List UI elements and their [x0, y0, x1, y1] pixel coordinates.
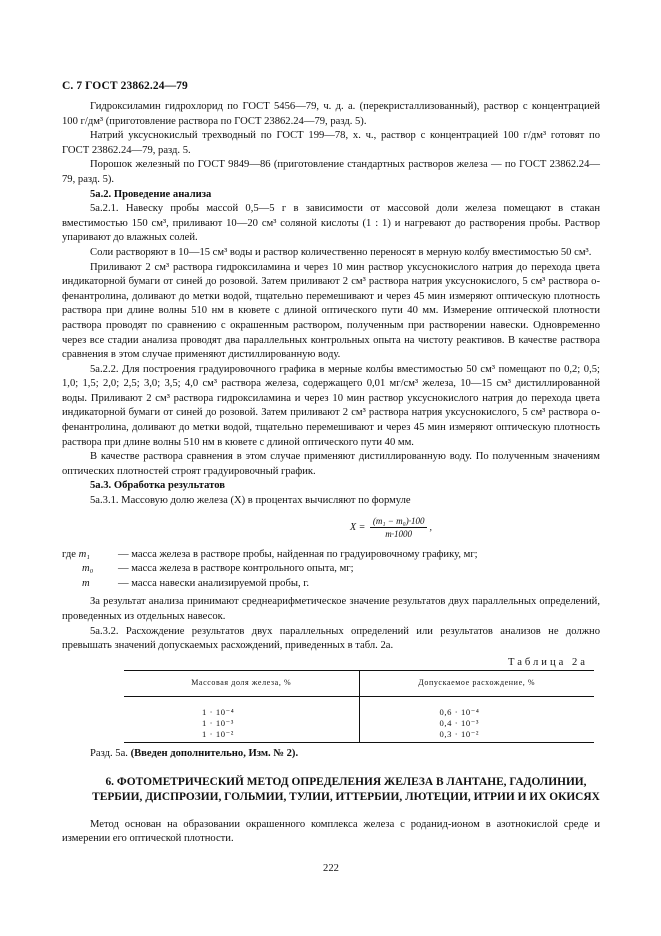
legend-symbol: m₀ [82, 563, 94, 575]
table-cell: 0,4 · 10⁻³ [439, 717, 480, 728]
table-row [124, 729, 594, 743]
formula-denominator: m·1000 [385, 528, 413, 539]
table-cell: 1 · 10⁻⁴ [124, 707, 359, 718]
table-row [124, 718, 594, 729]
paragraph: 5а.3.1. Массовую долю железа (X) в процентах вычисляют по формуле [90, 495, 411, 507]
formula-fraction [370, 515, 428, 540]
formula-numerator: (m₁ − m₀)·100 [370, 515, 428, 528]
document-body [62, 100, 600, 847]
paragraph: Гидроксиламин гидрохлорид по ГОСТ 5456—79, ч. д. а. (перекристаллизованный), раствор с концентрацией 100 г/дм³ (приготовление раствора по ГОСТ 23862.24—79, разд. 5). [62, 101, 600, 127]
legend-text: — масса железа в растворе контрольного опыта, мг; [118, 563, 354, 575]
paragraph: Метод основан на образовании окрашенного комплекса железа с роданид-ионом в азотнокислой среде и измерении его оптической плотности. [62, 818, 600, 845]
table-header-cell: Допускаемое расхождение, % [359, 671, 594, 697]
section-heading: 6. ФОТОМЕТРИЧЕСКИЙ МЕТОД ОПРЕДЕЛЕНИЯ ЖЕЛЕЗА В ЛАНТАНЕ, ГАДОЛИНИИ, ТЕРБИИ, ДИСПРОЗИИ, ГОЛЬМИИ, ТУЛИИ, ИТТЕРБИИ, ЛЮТЕЦИИ, ИТРИИ И ИХ ОКИСЯХ [92, 775, 600, 804]
page-header: С. 7 ГОСТ 23862.24—79 [62, 80, 188, 92]
legend-row [62, 562, 600, 577]
subsection-heading: 5а.3. Обработка результатов [90, 480, 225, 492]
paragraph: 5а.2.1. Навеску пробы массой 0,5—5 г в зависимости от массовой доли железа помещают в стакан вместимостью 150 см³, приливают 10—20 см³ соляной кислоты (1 : 1) и нагревают до растворения пробы. Раствор упаривают до влажных солей. [62, 203, 600, 244]
legend-row [62, 577, 600, 592]
paragraph: Приливают 2 см³ раствора гидроксиламина и через 10 мин раствор уксуснокислого натрия до перехода цвета индикаторной бумаги от синей до розовой. Затем приливают 2 см³ раствора натрия уксуснокислого, 5 см³ раствора о-фенантролина, доливают до метки водой, тщательно перемешивают и через 45 мин измеряют оптическую плотность раствора при длине волны 510 нм в кювете с длиной оптического пути 40 мм. Измерение оптической плотности раствора проводят по сравнению с окрашенным раствором, полученным при растворении навески. Одновременно через все стадии анализа проводят два параллельных контрольных опыта на чистоту реактивов. В качестве раствора сравнения в этом случае применяют дистиллированную воду. [62, 261, 600, 361]
paragraph: 5а.2.2. Для построения градуировочного графика в мерные колбы вместимостью 50 см³ помещают по 0,2; 0,5; 1,0; 1,5; 2,0; 2,5; 3,0; 3,5; 4,0 см³ раствора железа, содержащего 0,01 мг/см³ железа, 10—15 см³ дистиллированной воды. Приливают 2 см³ раствора гидроксиламина и через 10 мин раствор уксуснокислого натрия до перехода цвета индикаторной бумаги от синей до розовой. Затем приливают 2 см³ раствора натрия уксуснокислого, 5 см³ раствора о-фенантролина, доливают до метки водой, тщательно перемешивают и через 45 мин измеряют оптическую плотность раствора при длине волны 510 нм в кювете с длиной оптического пути 40 мм. [62, 363, 600, 448]
amendment-note: Разд. 5а. (Введен дополнительно, Изм. № 2). [90, 747, 299, 759]
legend-text: — масса навески анализируемой пробы, г. [118, 577, 310, 589]
legend-symbol: где m₁ [62, 548, 90, 560]
legend-text: — масса железа в растворе пробы, найденная по градуировочному графику, мг; [118, 548, 478, 560]
legend-symbol: m [82, 577, 90, 589]
formula-lhs: X = [350, 521, 366, 533]
paragraph: Натрий уксуснокислый трехводный по ГОСТ 199—78, х. ч., раствор с концентрацией 100 г/дм³ готовят по ГОСТ 23862.24—79, разд. 5. [62, 130, 600, 156]
formula-legend [62, 548, 600, 592]
table-header-cell: Массовая доля железа, % [124, 671, 359, 697]
paragraph: Порошок железный по ГОСТ 9849—86 (приготовление стандартных растворов железа — по ГОСТ 23862.24—79, разд. 5). [62, 159, 600, 185]
paragraph: За результат анализа принимают среднеарифметическое значение результатов двух параллельных определений, проведенных из отдельных навесок. [62, 596, 600, 622]
paragraph: Соли растворяют в 10—15 см³ воды и раствор количественно переносят в мерную колбу вместимостью 50 см³. [90, 246, 592, 258]
tolerance-table [124, 670, 594, 743]
subsection-heading: 5а.2. Проведение анализа [90, 188, 212, 200]
table-cell: 1 · 10⁻³ [124, 718, 359, 729]
formula-tail: , [429, 521, 432, 533]
table-caption: Таблица 2а [507, 656, 588, 668]
amendment-note-bold: (Введен дополнительно, Изм. № 2). [130, 747, 299, 759]
table-cell: 0,6 · 10⁻⁴ [439, 706, 480, 717]
table-cell: 1 · 10⁻² [124, 729, 359, 743]
table-cell: 0,3 · 10⁻² [359, 729, 594, 743]
paragraph: 5а.3.2. Расхождение результатов двух параллельных определений или результатов анализов не должно превышать значений допускаемых расхождений, приведенных в табл. 2а. [62, 625, 600, 652]
legend-row [62, 548, 600, 563]
paragraph: В качестве раствора сравнения в этом случае применяют дистиллированную воду. По полученным значениям оптических плотностей строят градуировочный график. [62, 451, 600, 477]
table-row [124, 707, 594, 718]
formula [182, 515, 600, 540]
page-number: 222 [323, 863, 339, 874]
